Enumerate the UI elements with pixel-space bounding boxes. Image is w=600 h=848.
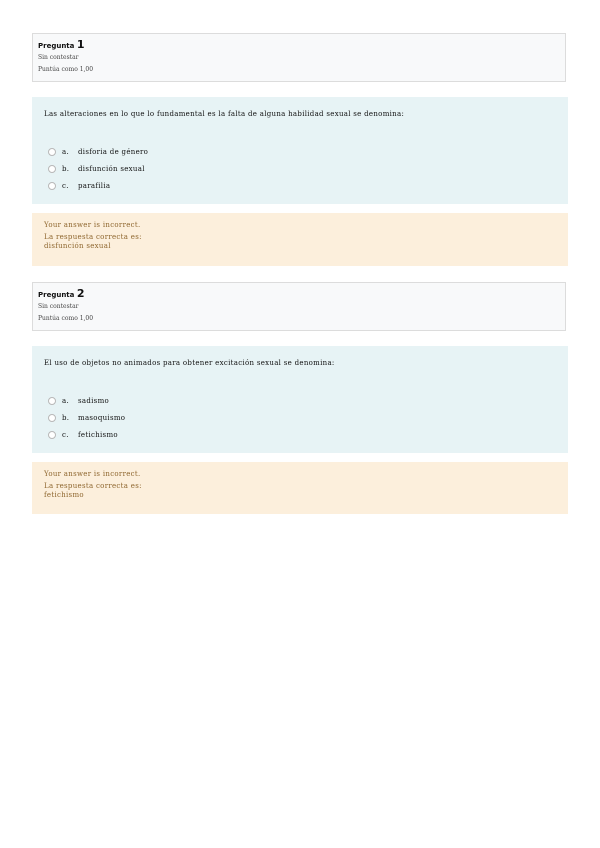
option-text: parafilia [78,181,111,190]
question-status: Sin contestar [38,303,79,310]
question-label: Pregunta [38,291,75,299]
option-letter: b. [62,164,70,173]
option-letter: c. [62,181,69,190]
radio-button[interactable] [48,165,56,173]
option-letter: b. [62,413,70,422]
feedback-result: Your answer is incorrect. [44,221,141,229]
question-points: Puntúa como 1,00 [38,315,94,322]
question-label: Pregunta [38,42,75,50]
feedback-box-2 [32,462,568,514]
question-points: Puntúa como 1,00 [38,66,94,73]
radio-button[interactable] [48,431,56,439]
question-title [38,39,560,52]
answer-option-a[interactable] [44,143,556,160]
question-number: 1 [76,38,85,51]
question-content-1 [32,97,568,204]
correct-answer-label: La respuesta correcta es: [44,482,142,490]
question-info-1 [32,33,566,82]
question-content-2 [32,346,568,453]
radio-button[interactable] [48,414,56,422]
answer-option-c[interactable] [44,426,556,443]
question-status: Sin contestar [38,54,79,61]
option-letter: a. [62,396,69,405]
option-letter: a. [62,147,69,156]
option-letter: c. [62,430,69,439]
answer-option-b[interactable] [44,409,556,426]
option-text: masoquismo [78,413,126,422]
correct-answer: fetichismo [44,491,84,499]
option-text: sadismo [78,396,110,405]
correct-answer: disfunción sexual [44,242,111,250]
question-title [38,288,560,301]
feedback-box-1 [32,213,568,266]
question-text: Las alteraciones en lo que lo fundamental es la falta de alguna habilidad sexual se denomina: [44,110,405,118]
radio-button[interactable] [48,148,56,156]
answer-option-c[interactable] [44,177,556,194]
question-text: El uso de objetos no animados para obtener excitación sexual se denomina: [44,359,335,367]
feedback-result: Your answer is incorrect. [44,470,141,478]
question-number: 2 [76,287,85,300]
option-text: fetichismo [78,430,118,439]
answer-option-a[interactable] [44,392,556,409]
question-info-2 [32,282,566,331]
option-text: disforia de género [78,147,149,156]
radio-button[interactable] [48,397,56,405]
answer-option-b[interactable] [44,160,556,177]
correct-answer-label: La respuesta correcta es: [44,233,142,241]
option-text: disfunción sexual [78,164,145,173]
radio-button[interactable] [48,182,56,190]
